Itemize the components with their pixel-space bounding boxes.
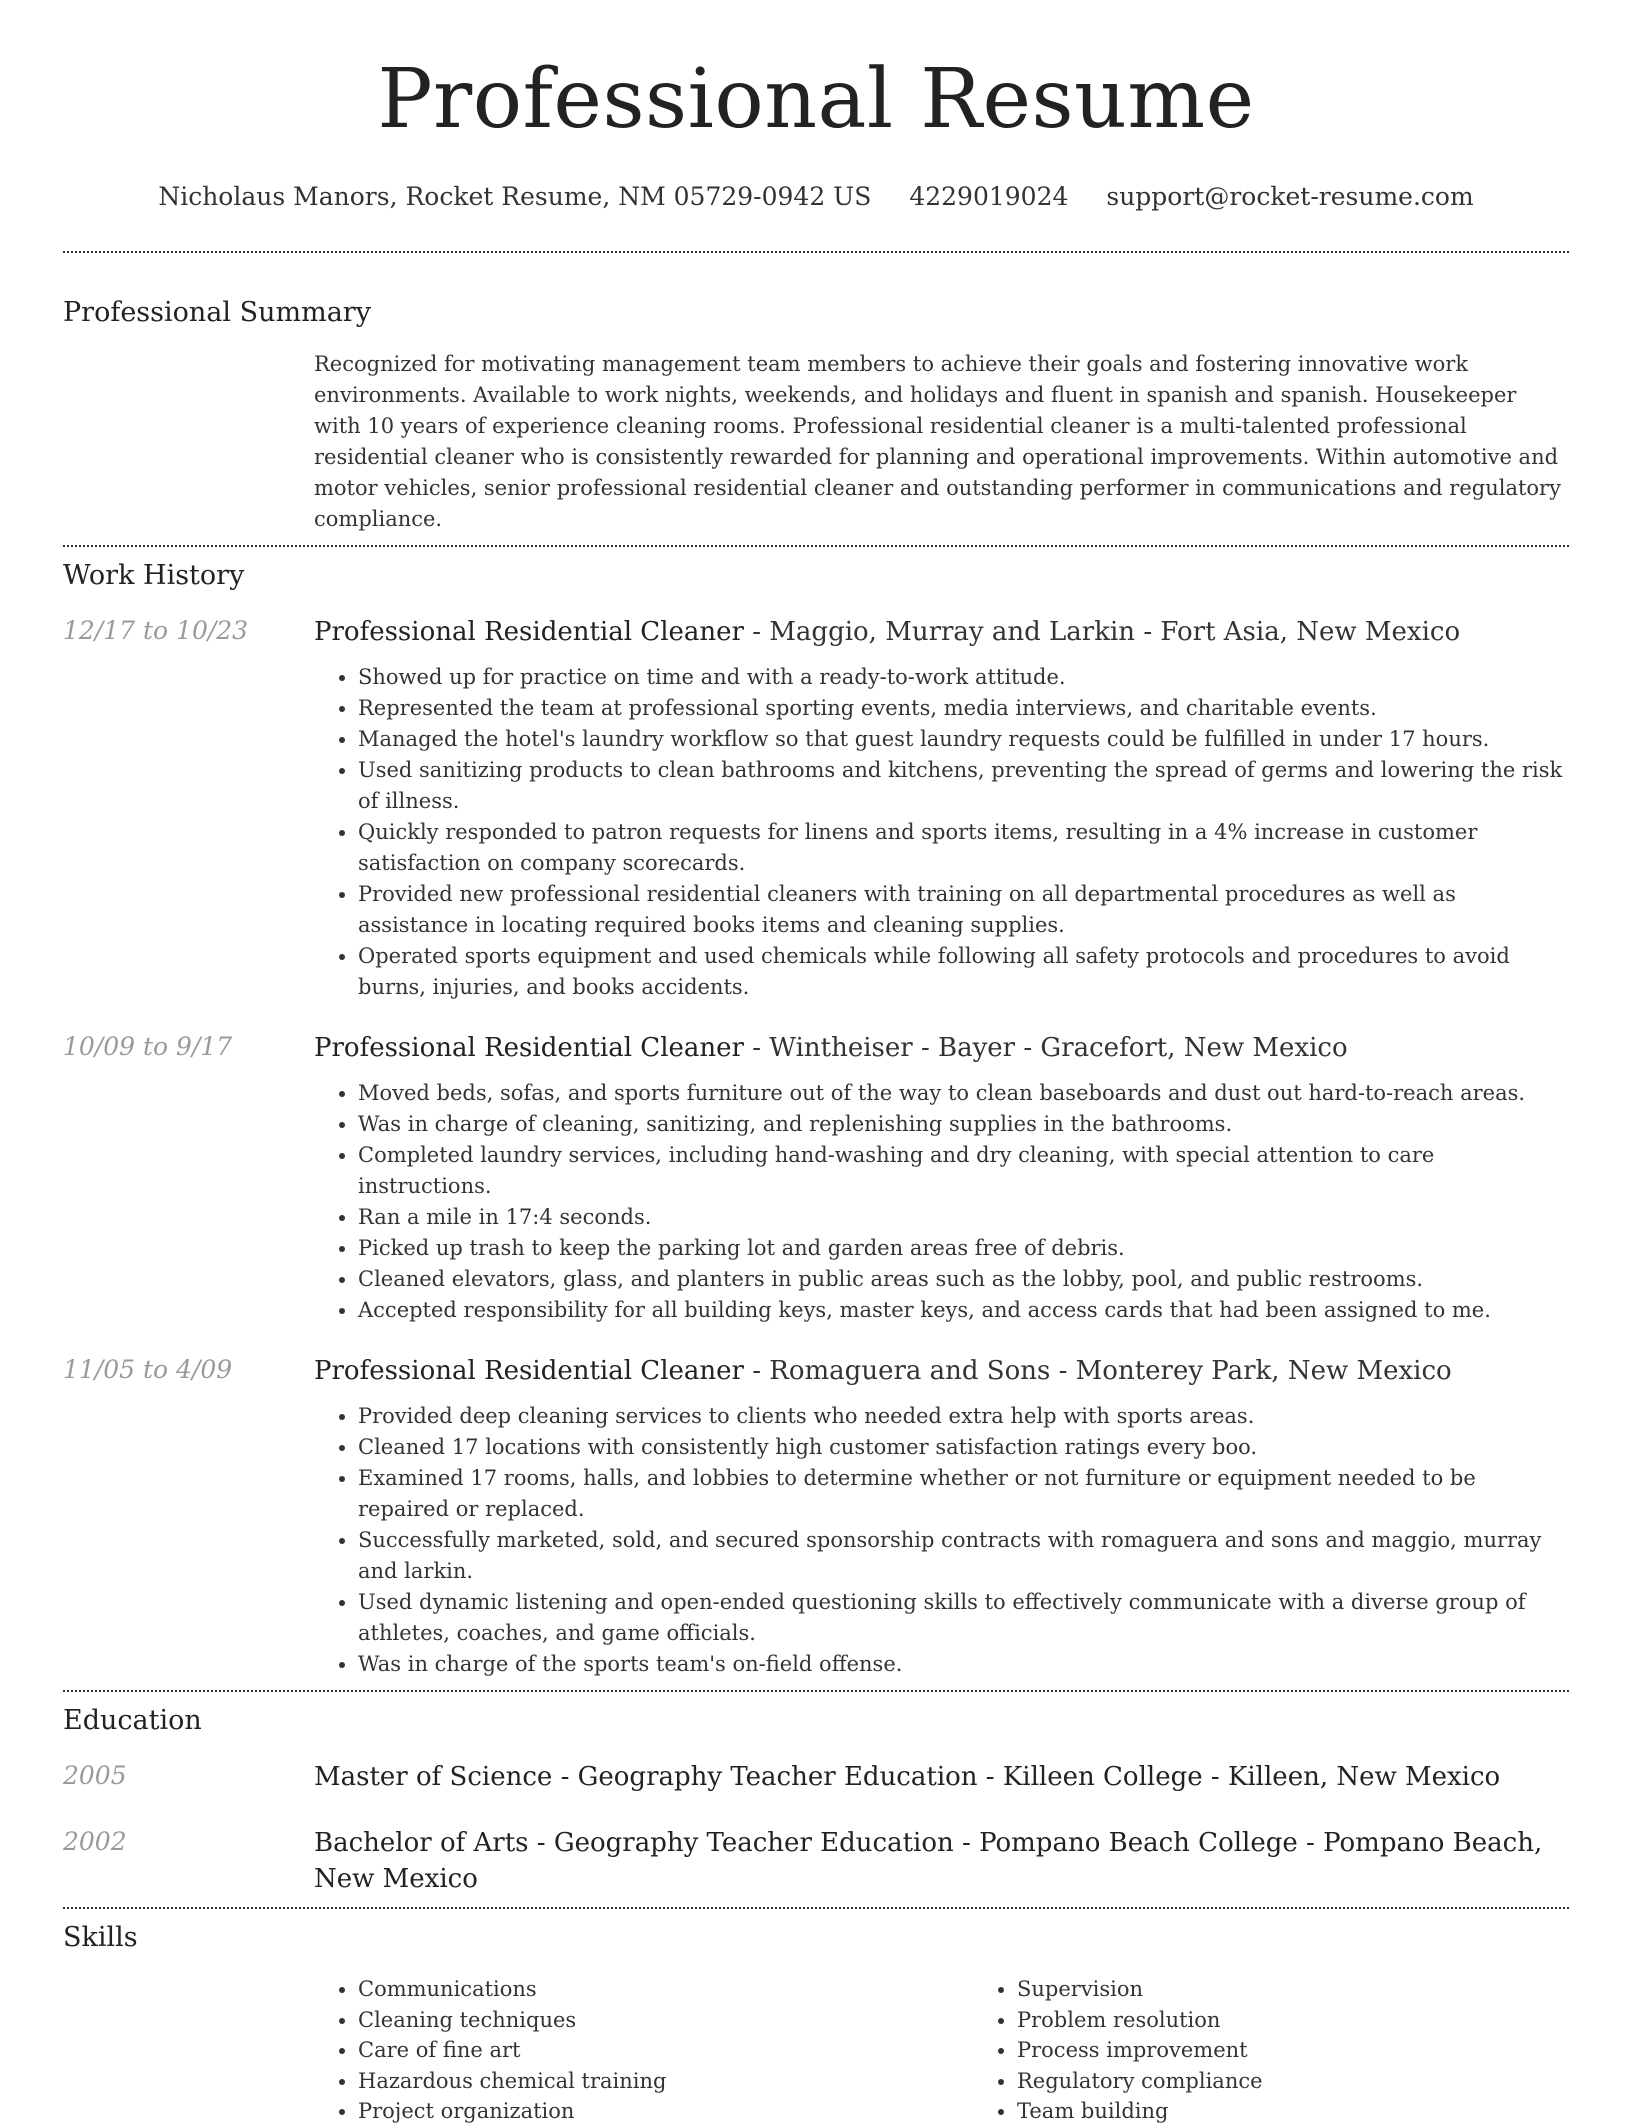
summary-text: Recognized for motivating management team members to achieve their goals and fostering innovative work environments. Available to work nights, weekends, and holidays and fluent in spanish and spanish. Housekeeper with 10 years of experience cleaning rooms. Professional residential cleaner is a multi-talented professional residential cleaner who is consistently rewarded for planning and operational improvements. Within automotive and motor vehicles, senior professional residential cleaner and outstanding performer in communications and regulatory compliance.: [314, 352, 1561, 531]
job-role: Professional Residential Cleaner: [314, 1356, 744, 1386]
list-item: • Regulatory compliance: [1017, 2066, 1632, 2097]
section-divider: [63, 1907, 1569, 1909]
list-item: • Hazardous chemical training: [358, 2066, 973, 2097]
list-item: • Cleaned elevators, glass, and planters in public areas such as the lobby, pool, and public restrooms.: [358, 1264, 1569, 1295]
skills-row: [63, 1974, 1569, 2127]
list-item: • Problem resolution: [1017, 2005, 1632, 2036]
contact-phone: 4229019024: [909, 182, 1069, 211]
education-heading: Education: [63, 1705, 202, 1736]
list-item: • Was in charge of the sports team's on-field offense.: [358, 1649, 1569, 1680]
education-year: 2002: [63, 1827, 127, 1856]
section-divider: [63, 1690, 1569, 1692]
list-item: • Provided new professional residential cleaners with training on all departmental procedures as well as assistance in locating required books items and cleaning supplies.: [358, 879, 1569, 941]
section-divider: [63, 545, 1569, 547]
job-role: Professional Residential Cleaner: [314, 1033, 744, 1063]
job-entry: [63, 1353, 1569, 1680]
list-item: • Was in charge of cleaning, sanitizing, and replenishing supplies in the bathrooms.: [358, 1109, 1569, 1140]
list-item: • Represented the team at professional sporting events, media interviews, and charitable events.: [358, 693, 1569, 724]
list-item: • Picked up trash to keep the parking lot and garden areas free of debris.: [358, 1233, 1569, 1264]
list-item: • Cleaned 17 locations with consistently high customer satisfaction ratings every boo.: [358, 1432, 1569, 1463]
education-heading-line: Master of Science - Geography Teacher Education - Killeen College - Killeen, New Mexico: [314, 1762, 1501, 1792]
job-entry: [63, 1030, 1569, 1326]
list-item: • Provided deep cleaning services to clients who needed extra help with sports areas.: [358, 1401, 1569, 1432]
job-dates: 12/17 to 10/23: [63, 616, 249, 645]
list-item: • Used sanitizing products to clean bathrooms and kitchens, preventing the spread of germs and lowering the risk of illness.: [358, 755, 1569, 817]
list-item: • Care of fine art: [358, 2035, 973, 2066]
summary-spacer: [63, 349, 314, 535]
work-history-heading: Work History: [63, 560, 245, 591]
skills-list-right: [973, 1974, 1632, 2127]
section-divider: [63, 251, 1569, 253]
job-entry: [63, 614, 1569, 1003]
skills-heading: Skills: [63, 1922, 138, 1953]
education-degree: Master of Science - Geography Teacher Education: [314, 1762, 978, 1792]
job-bullets: [314, 1401, 1569, 1680]
summary-heading: Professional Summary: [63, 297, 371, 328]
list-item: • Moved beds, sofas, and sports furniture out of the way to clean baseboards and dust out hard-to-reach areas.: [358, 1078, 1569, 1109]
list-item: • Successfully marketed, sold, and secured sponsorship contracts with romaguera and sons and maggio, murray and larkin.: [358, 1525, 1569, 1587]
job-dates: 10/09 to 9/17: [63, 1032, 233, 1061]
job-company: Romaguera and Sons - Monterey Park, New Mexico: [769, 1356, 1452, 1386]
job-bullets: [314, 1078, 1569, 1326]
education-school: Pompano Beach College - Pompano Beach, New Mexico: [314, 1828, 1543, 1894]
list-item: • Used dynamic listening and open-ended questioning skills to effectively communicate with a diverse group of athletes, coaches, and game officials.: [358, 1587, 1569, 1649]
list-item: • Ran a mile in 17:4 seconds.: [358, 1202, 1569, 1233]
job-dates: 11/05 to 4/09: [63, 1355, 233, 1384]
list-item: • Communications: [358, 1974, 973, 2005]
education-entry: [63, 1825, 1569, 1897]
resume-title: Professional Resume: [377, 52, 1255, 147]
contact-email: support@rocket-resume.com: [1106, 182, 1474, 211]
list-item: • Process improvement: [1017, 2035, 1632, 2066]
list-item: • Supervision: [1017, 1974, 1632, 2005]
job-company: Wintheiser - Bayer - Gracefort, New Mexico: [769, 1033, 1348, 1063]
list-item: • Showed up for practice on time and with a ready-to-work attitude.: [358, 662, 1569, 693]
list-item: • Team building: [1017, 2096, 1632, 2127]
skills-columns: [314, 1974, 1569, 2127]
job-role: Professional Residential Cleaner: [314, 617, 744, 647]
skills-list-left: [314, 1974, 973, 2127]
job-bullets: [314, 662, 1569, 1003]
education-year: 2005: [63, 1761, 127, 1790]
list-item: • Operated sports equipment and used chemicals while following all safety protocols and procedures to avoid burns, injuries, and books accidents.: [358, 941, 1569, 1003]
contact-line: [63, 180, 1569, 214]
contact-address: Nicholaus Manors, Rocket Resume, NM 05729-0942 US: [158, 182, 872, 211]
list-item: • Cleaning techniques: [358, 2005, 973, 2036]
job-heading: Professional Residential Cleaner - Maggio, Murray and Larkin - Fort Asia, New Mexico: [314, 617, 1461, 647]
job-company: Maggio, Murray and Larkin - Fort Asia, New Mexico: [769, 617, 1461, 647]
skills-spacer: [63, 1974, 314, 2127]
list-item: • Managed the hotel's laundry workflow so that guest laundry requests could be fulfilled in under 17 hours.: [358, 724, 1569, 755]
job-heading: Professional Residential Cleaner - Wintheiser - Bayer - Gracefort, New Mexico: [314, 1033, 1348, 1063]
list-item: • Completed laundry services, including hand-washing and dry cleaning, with special attention to care instructions.: [358, 1140, 1569, 1202]
list-item: • Examined 17 rooms, halls, and lobbies to determine whether or not furniture or equipment needed to be repaired or replaced.: [358, 1463, 1569, 1525]
summary-row: [63, 349, 1569, 535]
education-heading-line: Bachelor of Arts - Geography Teacher Education - Pompano Beach College - Pompano Beach, New Mexico: [314, 1828, 1543, 1894]
education-school: Killeen College - Killeen, New Mexico: [1002, 1762, 1501, 1792]
list-item: • Project organization: [358, 2096, 973, 2127]
education-entry: [63, 1759, 1569, 1795]
list-item: • Quickly responded to patron requests for linens and sports items, resulting in a 4% increase in customer satisfaction on company scorecards.: [358, 817, 1569, 879]
job-heading: Professional Residential Cleaner - Romaguera and Sons - Monterey Park, New Mexico: [314, 1356, 1452, 1386]
education-degree: Bachelor of Arts - Geography Teacher Education: [314, 1828, 954, 1858]
list-item: • Accepted responsibility for all building keys, master keys, and access cards that had been assigned to me.: [358, 1295, 1569, 1326]
